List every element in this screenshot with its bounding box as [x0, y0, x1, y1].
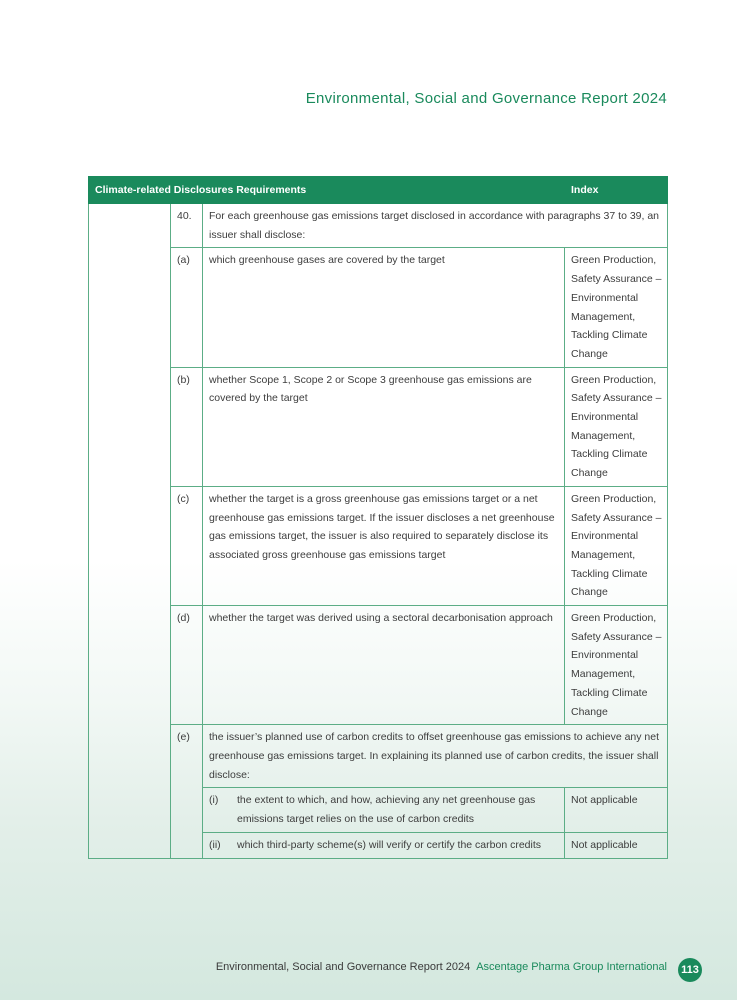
sub-row-cell [203, 832, 565, 858]
row-label: (c) [171, 486, 203, 605]
table-row [89, 725, 668, 788]
left-blank-cell [89, 204, 171, 859]
sub-row-label: (ii) [209, 838, 221, 851]
table-row [89, 606, 668, 725]
row-label: (b) [171, 367, 203, 486]
table-row [89, 486, 668, 605]
sub-row-text: the extent to which, and how, achieving any net greenhouse gas emissions target relies on the use of carbon credits [237, 794, 536, 826]
disclosures-table [88, 176, 668, 859]
table-header-row [89, 177, 668, 204]
row-label: (e) [171, 725, 203, 858]
row-index: Green Production, Safety Assurance – Environmental Management, Tackling Climate Change [565, 248, 668, 367]
sub-row-label: (i) [209, 794, 219, 807]
footer-company-name: Ascentage Pharma Group International [476, 961, 667, 973]
row-label: 40. [171, 204, 203, 248]
row-index: Green Production, Safety Assurance – Environmental Management, Tackling Climate Change [565, 367, 668, 486]
table-row [89, 248, 668, 367]
sub-row-index: Not applicable [565, 788, 668, 832]
row-text: which greenhouse gases are covered by the target [203, 248, 565, 367]
sub-row-index: Not applicable [565, 832, 668, 858]
footer [216, 961, 667, 973]
col-header-index: Index [565, 177, 668, 204]
row-text: the issuer’s planned use of carbon credits to offset greenhouse gas emissions to achieve any net greenhouse gas emissions target. In explaining its planned use of carbon credits, the issuer shall disclose: [203, 725, 668, 788]
col-header-requirements: Climate-related Disclosures Requirements [89, 177, 565, 204]
row-index: Green Production, Safety Assurance – Environmental Management, Tackling Climate Change [565, 486, 668, 605]
row-text: whether Scope 1, Scope 2 or Scope 3 greenhouse gas emissions are covered by the target [203, 367, 565, 486]
row-text: whether the target is a gross greenhouse gas emissions target or a net greenhouse gas emissions target. If the issuer discloses a net greenhouse gas emissions target, the issuer is also required to separately disclose its associated gross greenhouse gas emissions target [203, 486, 565, 605]
sub-row-cell [203, 788, 565, 832]
row-text: For each greenhouse gas emissions target disclosed in accordance with paragraphs 37 to 39, an issuer shall disclose: [203, 204, 668, 248]
row-text: whether the target was derived using a sectoral decarbonisation approach [203, 606, 565, 725]
table-row [89, 204, 668, 248]
table-row [89, 367, 668, 486]
footer-report-title: Environmental, Social and Governance Report 2024 [215, 961, 471, 973]
page-number-badge: 113 [678, 958, 702, 982]
row-label: (a) [171, 248, 203, 367]
sub-row-text: which third-party scheme(s) will verify or certify the carbon credits [237, 838, 542, 851]
row-label: (d) [171, 606, 203, 725]
page-header-title: Environmental, Social and Governance Report 2024 [305, 90, 667, 107]
row-index: Green Production, Safety Assurance – Environmental Management, Tackling Climate Change [565, 606, 668, 725]
